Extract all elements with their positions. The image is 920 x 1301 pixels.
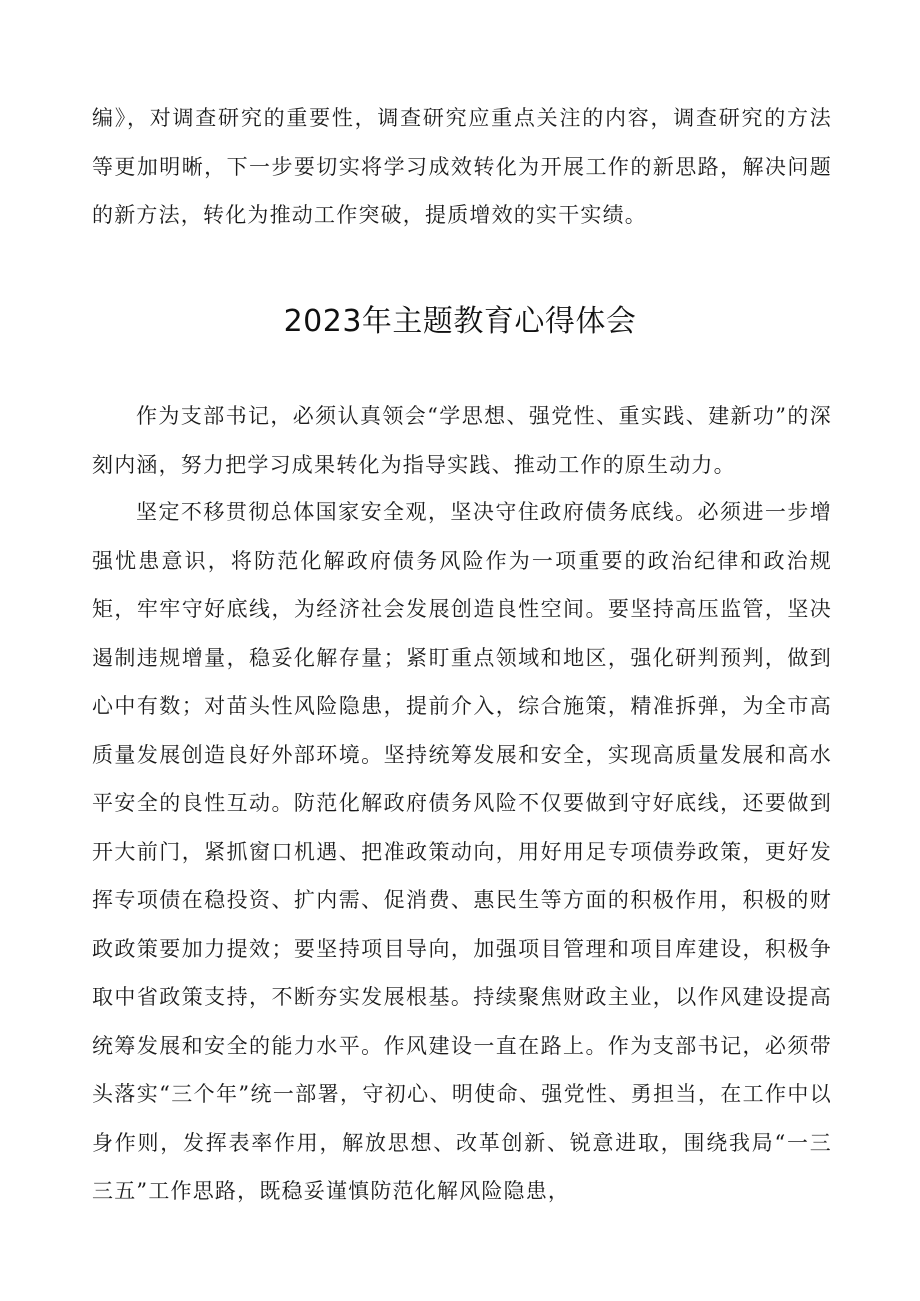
- body-paragraph-1: 作为支部书记，必须认真领会“学思想、强党性、重实践、建新功”的深刻内涵，努力把学习成果转化为指导实践、推动工作的原生动力。: [92, 404, 832, 477]
- body-paragraph-2: 坚定不移贯彻总体国家安全观，坚决守住政府债务底线。必须进一步增强忧患意识，将防范化解政府债务风险作为一项重要的政治纪律和政治规矩，牢牢守好底线，为经济社会发展创造良性空间。要坚持高压监管，坚决遏制违规增量，稳妥化解存量；紧盯重点领域和地区，强化研判预判，做到心中有数；对苗头性风险隐患，提前介入，综合施策，精准拆弹，为全市高质量发展创造良好外部环境。坚持统筹发展和安全，实现高质量发展和高水平安全的良性互动。防范化解政府债务风险不仅要做到守好底线，还要做到开大前门，紧抓窗口机遇、把准政策动向，用好用足专项债券政策，更好发挥专项债在稳投资、扩内需、促消费、惠民生等方面的积极作用，积极的财政政策要加力提效；要坚持项目导向，加强项目管理和项目库建设，积极争取中省政策支持，不断夯实发展根基。持续聚焦财政主业，以作风建设提高统筹发展和安全的能力水平。作风建设一直在路上。作为支部书记，必须带头落实“三个年”统一部署，守初心、明使命、强党性、勇担当，在工作中以身作则，发挥表率作用，解放思想、改革创新、锐意进取，围绕我局“一三三五”工作思路，既稳妥谨慎防范化解风险隐患，: [92, 500, 832, 1203]
- intro-paragraph: 编》，对调查研究的重要性，调查研究应重点关注的内容，调查研究的方法等更加明晰，下一步要切实将学习成效转化为开展工作的新思路，解决问题的新方法，转化为推动工作突破，提质增效的实干实绩。: [92, 106, 832, 227]
- document-title: 2023年主题教育心得体会: [283, 304, 637, 339]
